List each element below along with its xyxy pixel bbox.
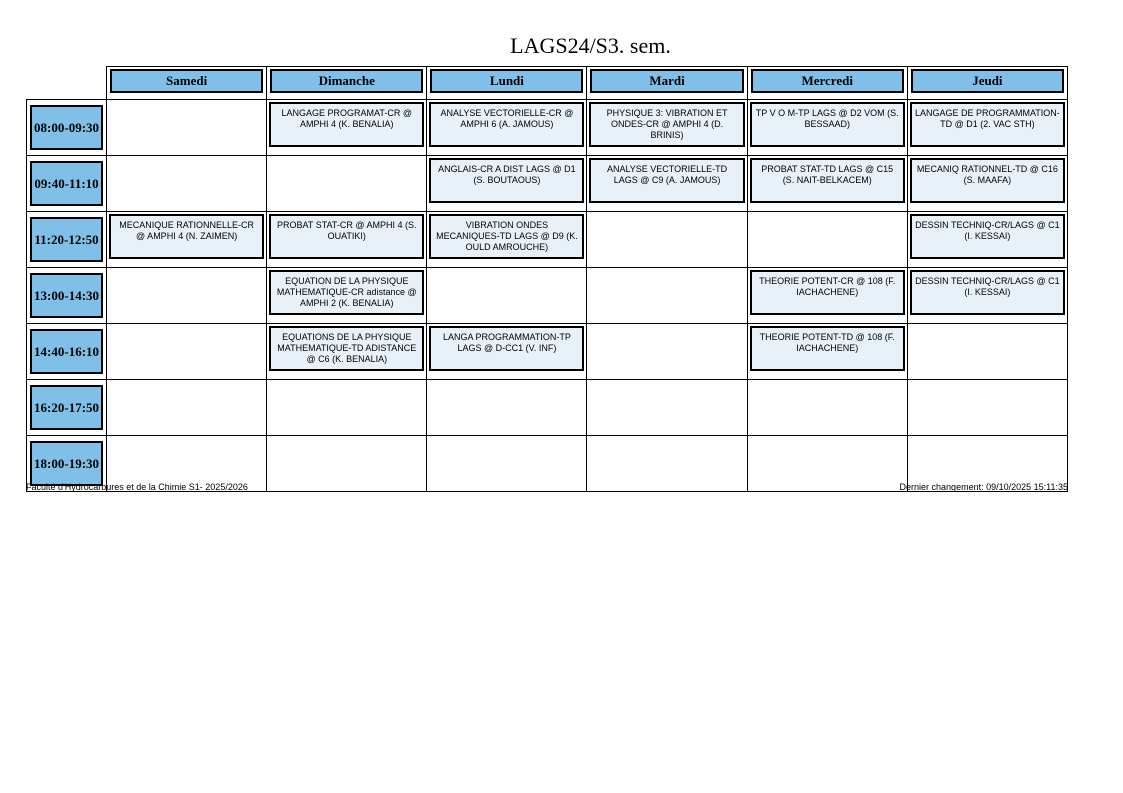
schedule-cell [267,436,427,492]
schedule-cell [427,268,587,324]
course-block[interactable]: EQUATIONS DE LA PHYSIQUE MATHEMATIQUE-TD ADISTANCE @ C6 (K. BENALIA) [269,326,424,371]
course-block[interactable]: ANGLAIS-CR A DIST LAGS @ D1 (S. BOUTAOUS) [429,158,584,203]
day-header-samedi: Samedi [110,69,263,93]
course-block[interactable]: THEORIE POTENT-CR @ 108 (F. IACHACHENE) [750,270,905,315]
timetable-body [27,100,1068,492]
course-block[interactable]: TP V O M-TP LAGS @ D2 VOM (S. BESSAAD) [750,102,905,147]
schedule-cell [267,380,427,436]
course-block[interactable]: DESSIN TECHNIQ-CR/LAGS @ C1 (I. KESSAI) [910,214,1065,259]
schedule-cell [427,156,587,212]
schedule-cell [427,380,587,436]
time-cell [27,324,107,380]
time-cell [27,100,107,156]
timetable-row [27,212,1068,268]
time-slot-label: 14:40-16:10 [30,329,103,374]
time-cell [27,156,107,212]
day-header-cell [587,67,747,100]
timetable [26,66,1068,492]
time-cell [27,212,107,268]
day-header-cell [907,67,1067,100]
schedule-cell [747,100,907,156]
time-cell [27,380,107,436]
schedule-cell [587,436,747,492]
timetable-row [27,100,1068,156]
schedule-cell [907,380,1067,436]
schedule-cell [747,324,907,380]
schedule-cell [427,212,587,268]
schedule-cell [427,100,587,156]
schedule-cell [267,156,427,212]
time-slot-label: 11:20-12:50 [30,217,103,262]
time-slot-label: 13:00-14:30 [30,273,103,318]
day-header-cell [107,67,267,100]
schedule-cell [747,212,907,268]
day-header-row [27,67,1068,100]
schedule-cell [107,212,267,268]
schedule-cell [747,380,907,436]
day-header-cell [427,67,587,100]
course-block[interactable]: PROBAT STAT-CR @ AMPHI 4 (S. OUATIKI) [269,214,424,259]
day-header-cell [267,67,427,100]
schedule-cell [107,100,267,156]
time-slot-label: 08:00-09:30 [30,105,103,150]
schedule-cell [587,156,747,212]
course-block[interactable]: LANGAGE DE PROGRAMMATION-TD @ D1 (2. VAC STH) [910,102,1065,147]
schedule-cell [747,436,907,492]
course-block[interactable]: DESSIN TECHNIQ-CR/LAGS @ C1 (I. KESSAI) [910,270,1065,315]
course-block[interactable]: LANGA PROGRAMMATION-TP LAGS @ D-CC1 (V. INF) [429,326,584,371]
day-header-mardi: Mardi [590,69,743,93]
schedule-cell [747,268,907,324]
day-header-lundi: Lundi [430,69,583,93]
day-header-dimanche: Dimanche [270,69,423,93]
schedule-cell [107,380,267,436]
course-block[interactable]: VIBRATION ONDES MECANIQUES-TD LAGS @ D9 (K. OULD AMROUCHE) [429,214,584,259]
course-block[interactable]: EQUATION DE LA PHYSIQUE MATHEMATIQUE-CR adistance @ AMPHI 2 (K. BENALIA) [269,270,424,315]
schedule-cell [907,156,1067,212]
footer-last-change: Dernier changement: 09/10/2025 15:11:35 [899,482,1068,492]
schedule-cell [107,156,267,212]
schedule-cell [267,324,427,380]
course-block[interactable]: LANGAGE PROGRAMAT-CR @ AMPHI 4 (K. BENALIA) [269,102,424,147]
timetable-row [27,156,1068,212]
schedule-cell [907,212,1067,268]
time-slot-label: 18:00-19:30 [30,441,103,486]
time-slot-label: 16:20-17:50 [30,385,103,430]
time-cell [27,268,107,324]
course-block[interactable]: ANALYSE VECTORIELLE-TD LAGS @ C9 (A. JAMOUS) [589,158,744,203]
course-block[interactable]: THEORIE POTENT-TD @ 108 (F. IACHACHENE) [750,326,905,371]
schedule-cell [427,436,587,492]
schedule-cell [267,268,427,324]
schedule-cell [267,100,427,156]
schedule-cell [587,100,747,156]
time-slot-label: 09:40-11:10 [30,161,103,206]
timetable-row [27,268,1068,324]
schedule-cell [587,212,747,268]
course-block[interactable]: ANALYSE VECTORIELLE-CR @ AMPHI 6 (A. JAMOUS) [429,102,584,147]
schedule-cell [107,268,267,324]
corner-cell [27,67,107,100]
timetable-row [27,324,1068,380]
schedule-cell [587,380,747,436]
timetable-row [27,380,1068,436]
course-block[interactable]: PROBAT STAT-TD LAGS @ C15 (S. NAIT-BELKACEM) [750,158,905,203]
schedule-cell [267,212,427,268]
schedule-cell [587,324,747,380]
page-title: LAGS24/S3. sem. [510,33,671,58]
day-header-mercredi: Mercredi [751,69,904,93]
schedule-cell [107,324,267,380]
course-block[interactable]: MECANIQ RATIONNEL-TD @ C16 (S. MAAFA) [910,158,1065,203]
schedule-cell [747,156,907,212]
course-block[interactable]: MECANIQUE RATIONNELLE-CR @ AMPHI 4 (N. ZAIMEN) [109,214,264,259]
schedule-cell [907,268,1067,324]
schedule-cell [587,268,747,324]
footer-faculty: Faculté d'Hydrocarbures et de la Chimie S1- 2025/2026 [26,482,248,492]
schedule-cell [907,100,1067,156]
day-header-jeudi: Jeudi [911,69,1064,93]
schedule-cell [427,324,587,380]
day-header-cell [747,67,907,100]
schedule-cell [907,324,1067,380]
course-block[interactable]: PHYSIQUE 3: VIBRATION ET ONDES-CR @ AMPHI 4 (D. BRINIS) [589,102,744,147]
